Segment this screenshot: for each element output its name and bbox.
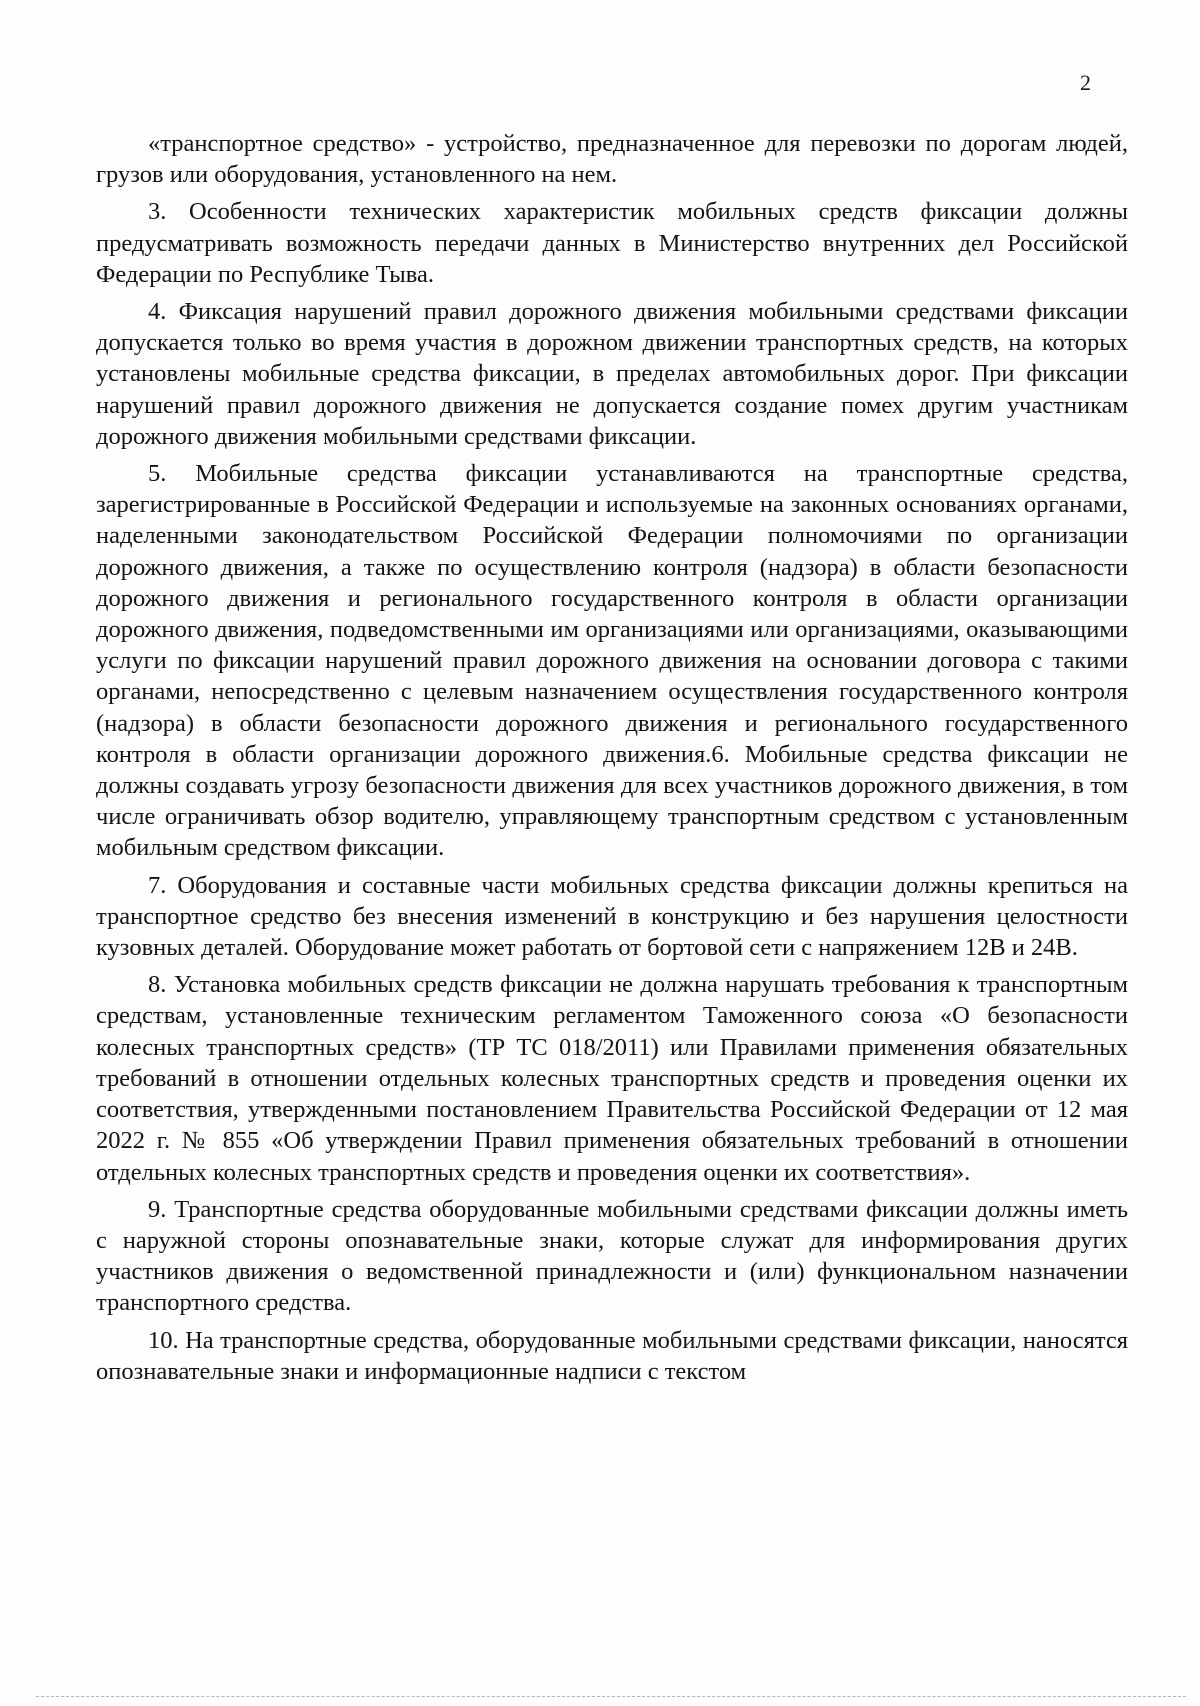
document-body	[96, 128, 1128, 1393]
paragraph-4: 4. Фиксация нарушений правил дорожного движения мобильными средствами фиксации допускается только во время участия в дорожном движении транспортных средств, на которых установлены мобильные средства фиксации, в пределах автомобильных дорог. При фиксации нарушений правил дорожного движения не допускается создание помех другим участникам дорожного движения мобильными средствами фиксации.	[96, 298, 1128, 450]
paragraph-10: 10. На транспортные средства, оборудованные мобильными средствами фиксации, наносятся опознавательные знаки и информационные надписи с текстом	[96, 1326, 1128, 1385]
paragraph-transport-definition: «транспортное средство» - устройство, предназначенное для перевозки по дорогам людей, грузов или оборудования, установленного на нем.	[96, 130, 1128, 189]
paragraph-7: 7. Оборудования и составные части мобильных средства фиксации должны крепиться на транспортное средство без внесения изменений в конструкцию и без нарушения целостности кузовных деталей. Оборудование может работать от бортовой сети с напряжением 12В и 24В.	[96, 871, 1128, 962]
paragraph-5-6: 5. Мобильные средства фиксации устанавливаются на транспортные средства, зарегистрированные в Российской Федерации и используемые на законных основаниях органами, наделенными законодательством Российской Федерации полномочиями по организации дорожного движения, а также по осуществлению контроля (надзора) в области безопасности дорожного движения и регионального государственного контроля в области организации дорожного движения, подведомственными им организациями или организациями, оказывающими услуги по фиксации нарушений правил дорожного движения на основании договора с такими органами, непосредственно с целевым назначением осуществления государственного контроля (надзора) в области безопасности дорожного движения и регионального государственного контроля в области организации дорожного движения.6. Мобильные средства фиксации не должны создавать угрозу безопасности движения для всех участников дорожного движения, в том числе ограничивать обзор водителю, управляющему транспортным средством с установленным мобильным средством фиксации.	[96, 460, 1128, 862]
page-number: 2	[1080, 70, 1091, 95]
paragraph-9: 9. Транспортные средства оборудованные мобильными средствами фиксации должны иметь с наружной стороны опознавательные знаки, которые служат для информирования других участников движения о ведомственной принадлежности и (или) функциональном назначении транспортного средства.	[96, 1195, 1128, 1317]
paragraph-3: 3. Особенности технических характеристик мобильных средств фиксации должны предусматривать возможность передачи данных в Министерство внутренних дел Российской Федерации по Республике Тыва.	[96, 198, 1128, 288]
paragraph-8: 8. Установка мобильных средств фиксации не должна нарушать требования к транспортным средствам, установленные техническим регламентом Таможенного союза «О безопасности колесных транспортных средств» (ТР ТС 018/2011) или Правилами применения обязательных требований в отношении отдельных колесных транспортных средств и проведения оценки их соответствия, утвержденными постановлением Правительства Российской Федерации от 12 мая 2022 г. № 855 «Об утверждении Правил применения обязательных требований в отношении отдельных колесных транспортных средств и проведения оценки их соответствия».	[96, 971, 1128, 1186]
scan-edge-divider	[36, 1696, 1186, 1697]
